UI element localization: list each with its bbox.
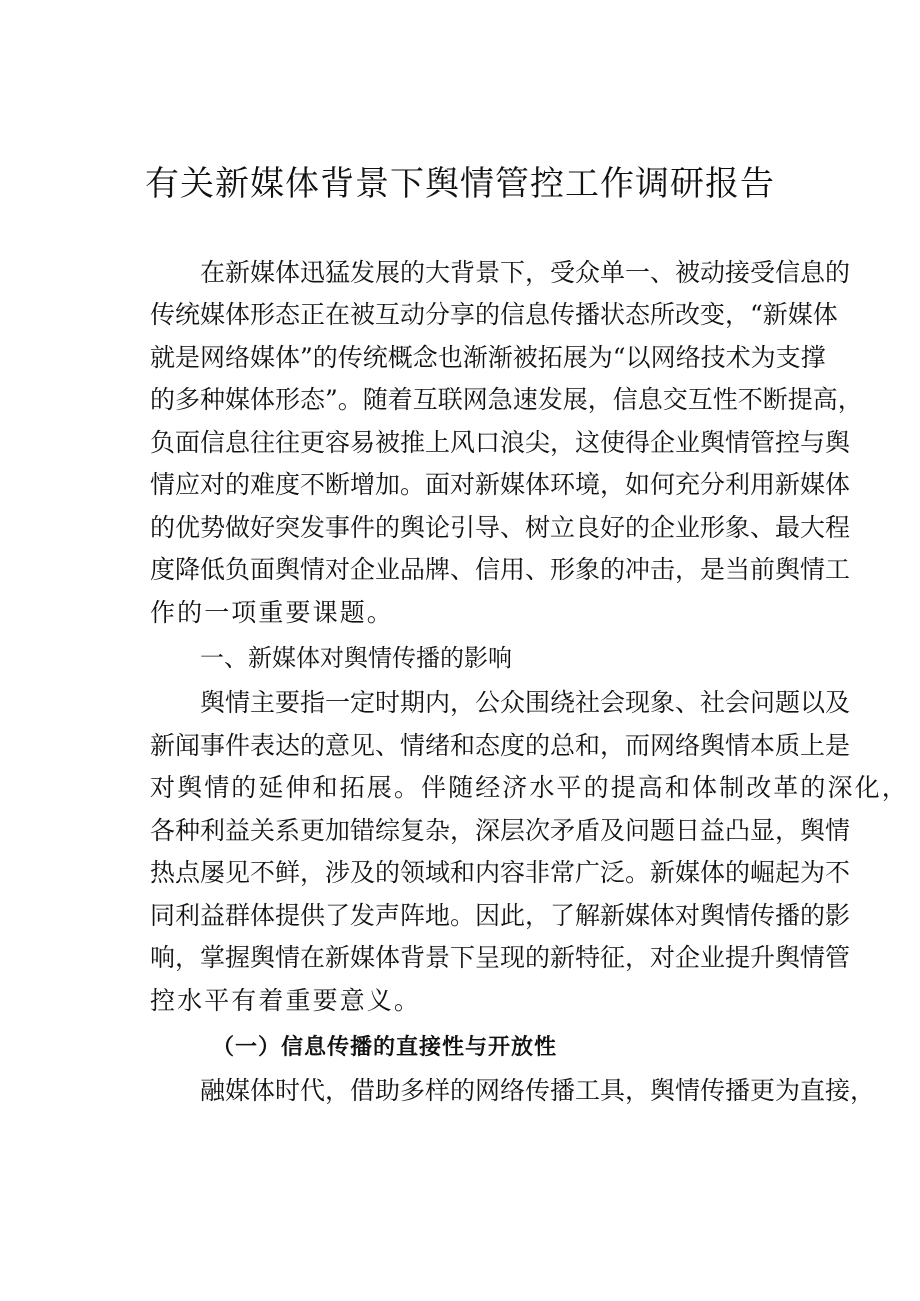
subsection1-line-1: 融媒体时代，借助多样的网络传播工具，舆情传播更为直接， bbox=[200, 1076, 876, 1105]
intro-line-7: 的优势做好突发事件的舆论引导、树立良好的企业形象、最大程 bbox=[150, 513, 851, 542]
section1-line-8: 控水平有着重要意义。 bbox=[150, 986, 422, 1015]
intro-line-5: 负面信息往往更容易被推上风口浪尖，这使得企业舆情管控与舆 bbox=[150, 428, 851, 457]
intro-line-8: 度降低负面舆情对企业品牌、信用、形象的冲击，是当前舆情工 bbox=[150, 555, 851, 584]
intro-line-9: 作的一项重要课题。 bbox=[150, 598, 394, 627]
section1-line-3: 对舆情的延伸和拓展。伴随经济水平的提高和体制改革的深化， bbox=[150, 773, 909, 802]
document-title: 有关新媒体背景下舆情管控工作调研报告 bbox=[145, 164, 775, 204]
section1-line-5: 热点屡见不鲜，涉及的领域和内容非常广泛。新媒体的崛起为不 bbox=[150, 858, 851, 887]
subsection-heading-1: （一）信息传播的直接性与开放性 bbox=[212, 1034, 558, 1060]
intro-line-2: 传统媒体形态正在被互动分享的信息传播状态所改变，“新媒体 bbox=[150, 300, 838, 329]
intro-line-6: 情应对的难度不断增加。面对新媒体环境，如何充分利用新媒体 bbox=[150, 470, 851, 499]
section-heading-1: 一、新媒体对舆情传播的影响 bbox=[200, 644, 512, 672]
section1-line-6: 同利益群体提供了发声阵地。因此，了解新媒体对舆情传播的影 bbox=[150, 901, 851, 930]
section1-line-4: 各种利益关系更加错综复杂，深层次矛盾及问题日益凸显，舆情 bbox=[150, 816, 851, 845]
intro-line-3: 就是网络媒体”的传统概念也渐渐被拓展为“以网络技术为支撑 bbox=[150, 343, 826, 372]
intro-line-4: 的多种媒体形态”。随着互联网急速发展，信息交互性不断提高， bbox=[150, 385, 863, 414]
section1-line-2: 新闻事件表达的意见、情绪和态度的总和，而网络舆情本质上是 bbox=[150, 731, 851, 760]
section1-line-1: 舆情主要指一定时期内，公众围绕社会现象、社会问题以及 bbox=[200, 688, 851, 717]
intro-line-1: 在新媒体迅猛发展的大背景下，受众单一、被动接受信息的 bbox=[200, 258, 851, 287]
section1-line-7: 响，掌握舆情在新媒体背景下呈现的新特征，对企业提升舆情管 bbox=[150, 943, 851, 972]
